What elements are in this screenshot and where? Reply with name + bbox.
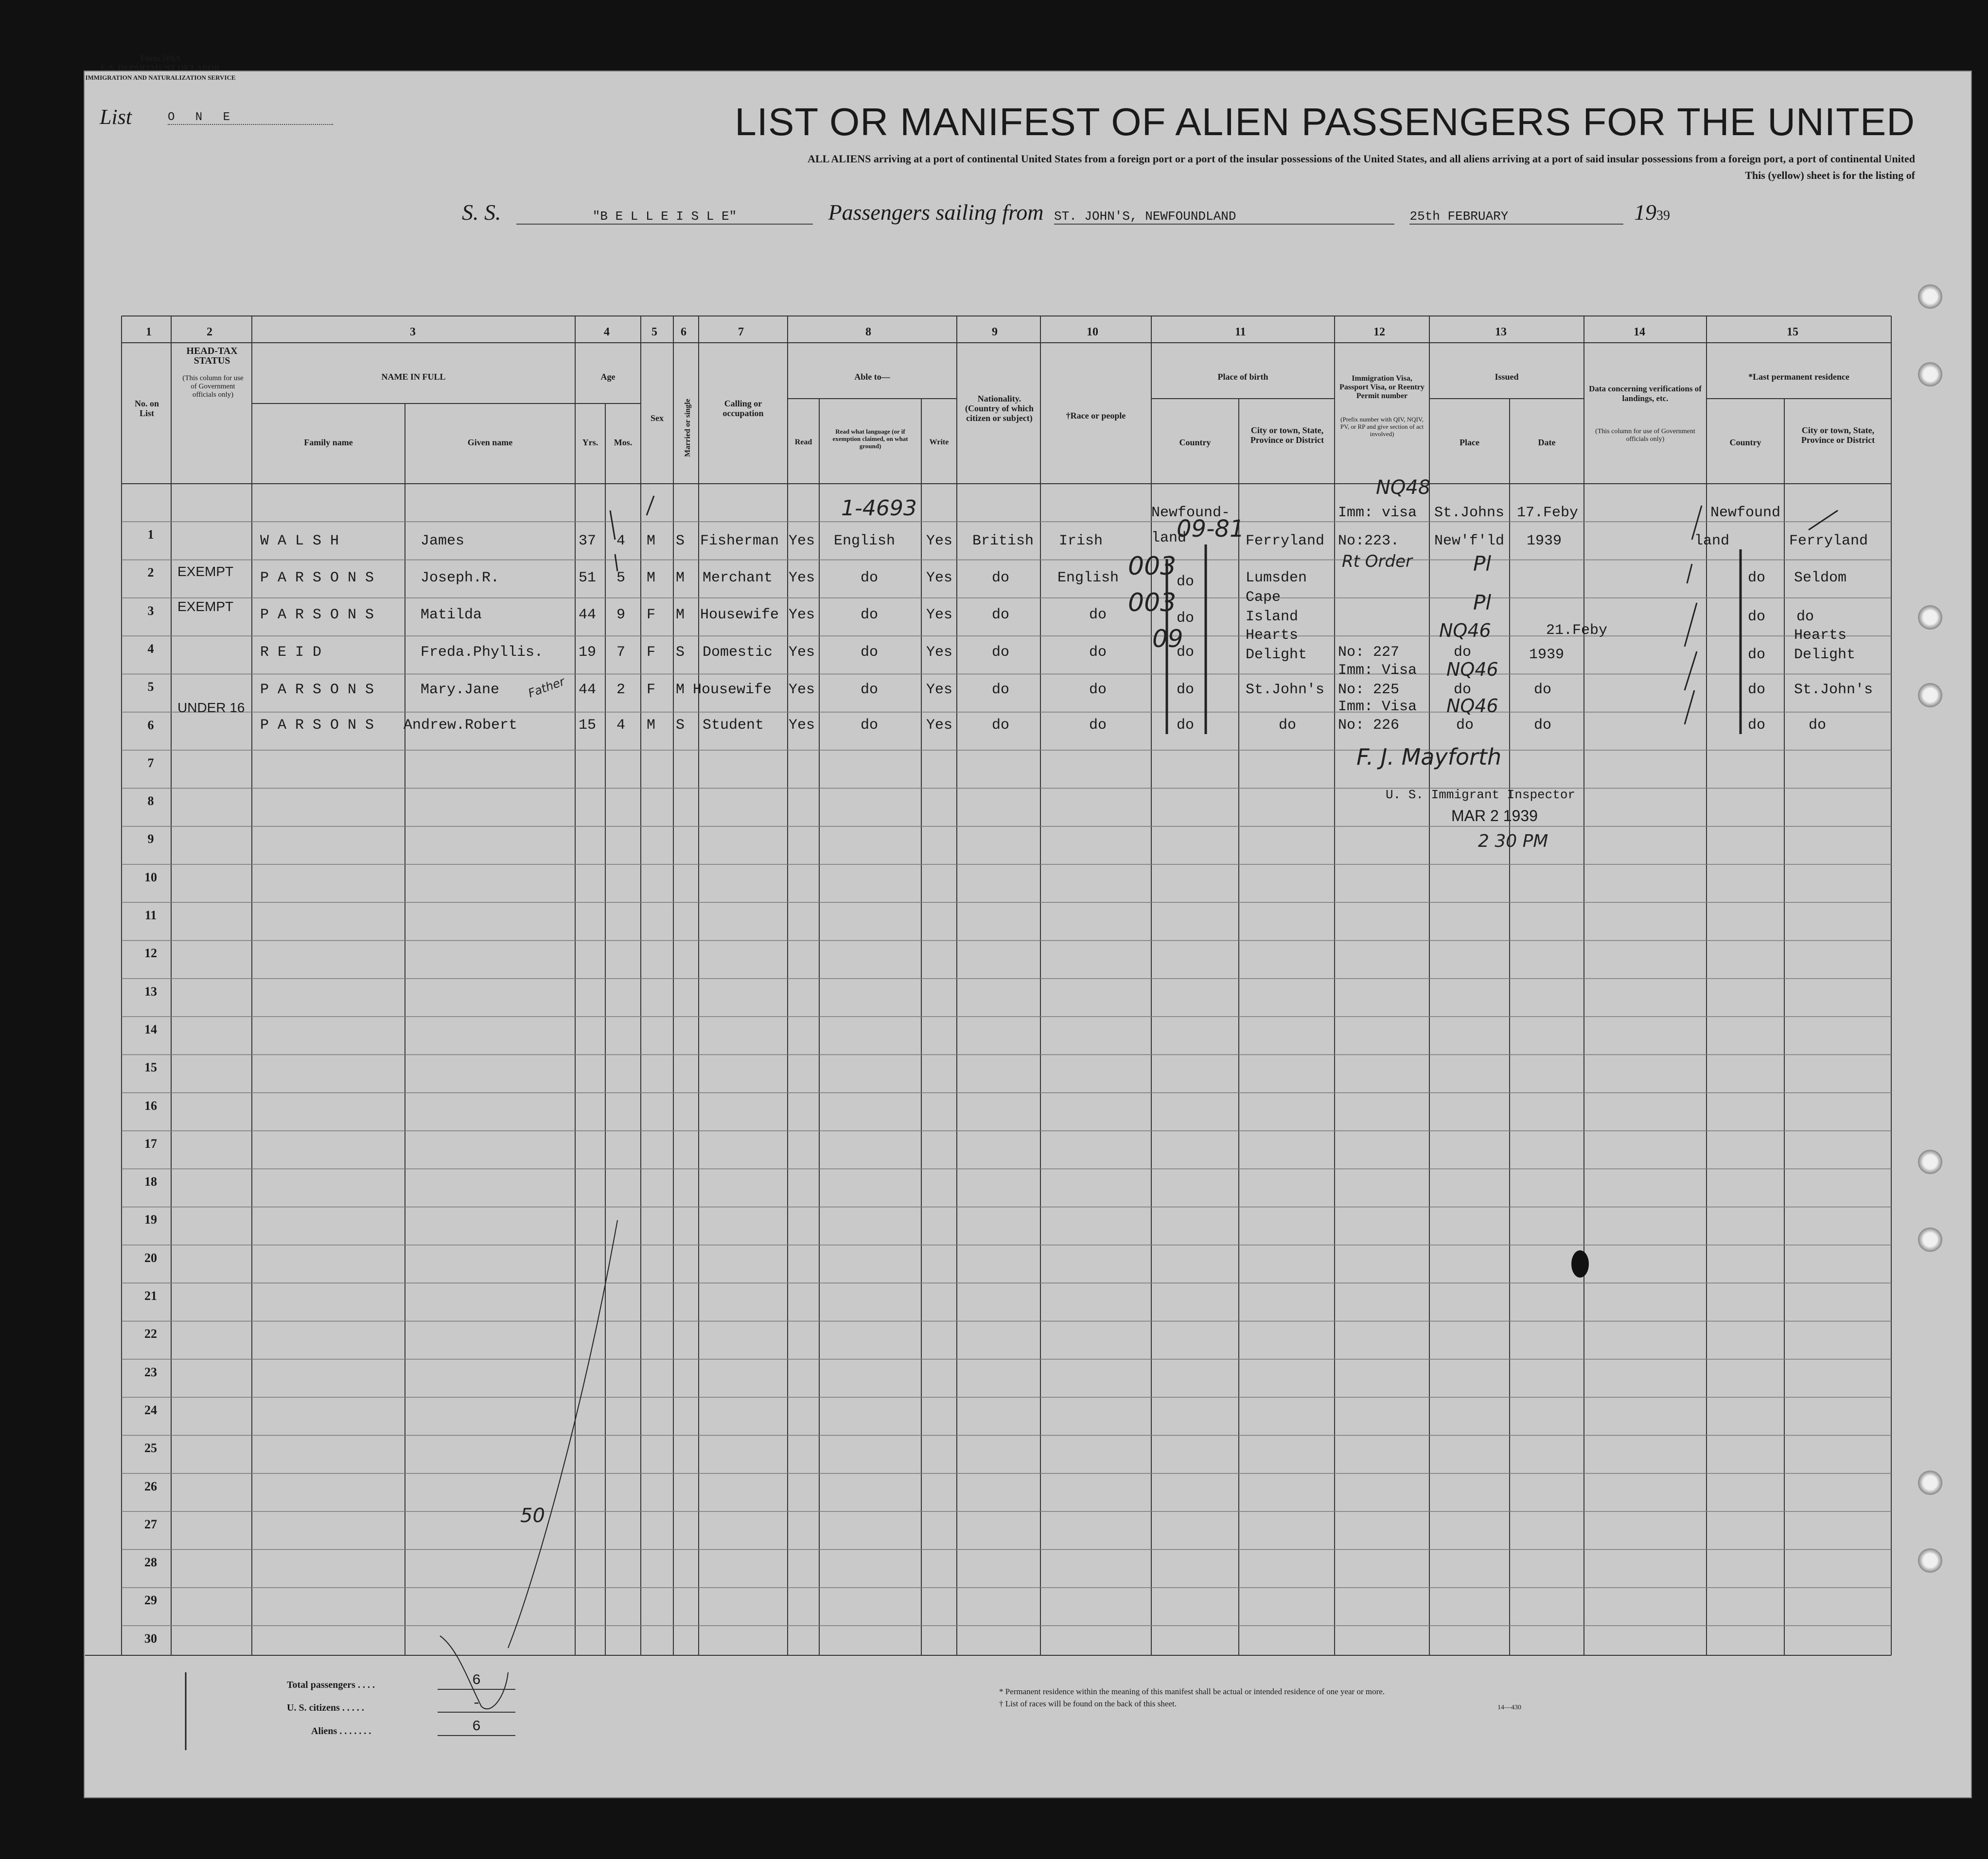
row-number: 24 bbox=[144, 1403, 157, 1417]
header-name-in-full: NAME IN FULL bbox=[381, 372, 446, 382]
given-name: Matilda bbox=[421, 607, 482, 623]
visa-number: No: 227 bbox=[1338, 644, 1400, 661]
can-write: Yes bbox=[926, 533, 953, 549]
read-language: do bbox=[861, 682, 879, 698]
row-number: 16 bbox=[144, 1098, 157, 1113]
department: U.S. DEPARTMENT OF LABOR bbox=[101, 63, 220, 72]
row-number: 7 bbox=[147, 755, 154, 770]
place-note: Pl bbox=[1473, 552, 1491, 576]
age-months: 4 bbox=[616, 717, 626, 734]
family-name: R E I D bbox=[260, 644, 322, 661]
can-write: Yes bbox=[926, 607, 953, 623]
margin-count: 50 bbox=[520, 1505, 545, 1527]
occupation: Merchant bbox=[703, 570, 773, 586]
residence-country: do bbox=[1748, 682, 1766, 698]
sex: M bbox=[647, 570, 656, 586]
family-name: P A R S O N S bbox=[260, 607, 374, 623]
row-number: 6 bbox=[147, 718, 154, 732]
residence-city: Seldom bbox=[1794, 570, 1847, 586]
col-number: 14 bbox=[1634, 326, 1645, 338]
row-number: 8 bbox=[147, 794, 154, 808]
visa-label: Imm: Visa bbox=[1338, 699, 1417, 715]
age-months: 4 bbox=[616, 533, 626, 549]
col-number: 11 bbox=[1235, 326, 1246, 338]
sex: F bbox=[647, 607, 656, 623]
nationality: British bbox=[972, 533, 1034, 549]
row-number: 18 bbox=[144, 1175, 157, 1189]
col-number: 6 bbox=[681, 326, 686, 338]
col-number: 13 bbox=[1495, 326, 1507, 338]
col-number: 2 bbox=[207, 326, 212, 338]
given-name: Andrew.Robert bbox=[404, 717, 518, 734]
nationality: do bbox=[992, 717, 1010, 734]
issued-place: do bbox=[1456, 717, 1474, 734]
age-months: 9 bbox=[616, 607, 626, 623]
can-read: Yes bbox=[789, 644, 815, 661]
birth-city: do bbox=[1279, 717, 1297, 734]
residence-country: do bbox=[1748, 717, 1766, 734]
us-citizens-label: U. S. citizens . . . . . bbox=[287, 1702, 364, 1713]
header-read-language: Read what language (or if exemption claimed, on what ground) bbox=[832, 428, 908, 450]
issued-date-prefix: 21.Feby bbox=[1546, 622, 1608, 639]
birth-country: do bbox=[1177, 574, 1195, 590]
inspector-signature: F. J. Mayforth bbox=[1356, 744, 1502, 770]
age-years: 44 bbox=[579, 682, 597, 698]
birth-city: St.John's bbox=[1246, 682, 1325, 698]
age-years: 44 bbox=[579, 607, 597, 623]
residence-country: Newfound bbox=[1710, 505, 1781, 521]
family-name: P A R S O N S bbox=[260, 717, 374, 734]
age-years: 19 bbox=[579, 644, 597, 661]
language-code-note: 1-4693 bbox=[841, 496, 917, 521]
occupation: Fisherman bbox=[700, 533, 779, 549]
row-number: 26 bbox=[144, 1479, 157, 1493]
sex: M bbox=[647, 717, 656, 734]
birth-country: do bbox=[1177, 682, 1195, 698]
read-language: English bbox=[834, 533, 896, 549]
header-sex: Sex bbox=[651, 413, 664, 423]
sailing-label: Passengers sailing from bbox=[828, 200, 1044, 225]
family-name: P A R S O N S bbox=[260, 682, 374, 698]
sailing-date: 25th FEBRUARY bbox=[1409, 209, 1623, 225]
header-write: Write bbox=[929, 438, 949, 446]
header-given-name: Given name bbox=[467, 438, 513, 447]
header-visa: Immigration Visa, Passport Visa, or Reentry Permit number bbox=[1339, 374, 1425, 400]
row-number: 15 bbox=[144, 1060, 157, 1075]
header-family-name: Family name bbox=[304, 438, 353, 447]
row-number: 17 bbox=[144, 1136, 157, 1151]
marital-status: S bbox=[676, 644, 685, 661]
row-number: 13 bbox=[144, 984, 157, 999]
ss-label: S. S. bbox=[462, 200, 501, 225]
can-write: Yes bbox=[926, 644, 953, 661]
occupation: Housewife bbox=[700, 607, 779, 623]
header-calling: Calling or occupation bbox=[722, 399, 764, 418]
can-write: Yes bbox=[926, 717, 953, 734]
issued-place: do bbox=[1454, 644, 1472, 661]
race: Irish bbox=[1059, 533, 1103, 549]
nq-note: NQ46 bbox=[1446, 659, 1498, 680]
row-number: 2 bbox=[147, 565, 154, 580]
marital-status: S bbox=[676, 533, 685, 549]
form-number: Form 500A bbox=[140, 53, 181, 63]
row-number: 10 bbox=[144, 870, 157, 884]
col-number: 10 bbox=[1087, 326, 1098, 338]
header-mos: Mos. bbox=[614, 438, 633, 447]
issued-date-cont: 1939 bbox=[1527, 533, 1562, 549]
code-note: 09 bbox=[1152, 625, 1183, 653]
total-passengers-value: 6 bbox=[438, 1672, 515, 1690]
header-residence-city: City or town, State, Province or District bbox=[1801, 425, 1875, 445]
header-place-of-birth: Place of birth bbox=[1217, 372, 1268, 382]
stamp-time: 2 30 PM bbox=[1478, 831, 1548, 851]
can-read: Yes bbox=[789, 682, 815, 698]
header-race: †Race or people bbox=[1066, 411, 1126, 421]
row-number: 1 bbox=[147, 527, 154, 542]
nationality: do bbox=[992, 682, 1010, 698]
col-number: 7 bbox=[738, 326, 744, 338]
col-number: 3 bbox=[410, 326, 416, 338]
header-head-tax-note: (This column for use of Government officials only) bbox=[182, 374, 244, 399]
row-number: 9 bbox=[147, 832, 154, 846]
race: do bbox=[1089, 682, 1107, 698]
us-citizens-value: - bbox=[438, 1695, 515, 1713]
residence-city: do bbox=[1796, 609, 1814, 625]
subtitle-line2: This (yellow) sheet is for the listing of bbox=[1745, 169, 1915, 181]
marital-status: M bbox=[676, 607, 685, 623]
aliens-label: Aliens . . . . . . . bbox=[311, 1726, 371, 1736]
head-tax-status: UNDER 16 bbox=[177, 700, 245, 715]
list-label: List bbox=[100, 105, 132, 129]
read-language: do bbox=[861, 644, 879, 661]
year-prefix: 19 bbox=[1634, 200, 1656, 225]
row-number: 21 bbox=[144, 1289, 157, 1303]
header-issued-place: Place bbox=[1460, 438, 1479, 447]
row-number: 23 bbox=[144, 1365, 157, 1379]
inspector-title: U. S. Immigrant Inspector bbox=[1386, 788, 1576, 802]
issued-date: do bbox=[1534, 682, 1552, 698]
residence-country: do bbox=[1748, 570, 1766, 586]
residence-city-prefix: Hearts bbox=[1794, 627, 1847, 644]
header-read: Read bbox=[794, 438, 812, 446]
read-language: do bbox=[861, 570, 879, 586]
given-name: Joseph.R. bbox=[421, 570, 500, 586]
col-number: 5 bbox=[651, 326, 657, 338]
header-married: Married or single bbox=[684, 399, 692, 457]
row-number: 30 bbox=[144, 1631, 157, 1646]
age-months: 2 bbox=[616, 682, 626, 698]
birth-country-cont: land bbox=[1151, 530, 1187, 546]
age-years: 51 bbox=[579, 570, 597, 586]
races-footnote: † List of races will be found on the back of this sheet. bbox=[999, 1699, 1177, 1708]
visa-number: No: 226 bbox=[1338, 717, 1400, 734]
col-number: 15 bbox=[1787, 326, 1798, 338]
residence-country: do bbox=[1748, 647, 1766, 663]
row-number: 22 bbox=[144, 1327, 157, 1341]
given-name: James bbox=[421, 533, 465, 549]
issued-date: 17.Feby bbox=[1517, 505, 1579, 521]
birth-code-note: 09-81 bbox=[1177, 515, 1245, 543]
can-read: Yes bbox=[789, 717, 815, 734]
race: do bbox=[1089, 717, 1107, 734]
row-number: 11 bbox=[144, 908, 157, 922]
row-number: 29 bbox=[144, 1593, 157, 1608]
stamp-date: MAR 2 1939 bbox=[1451, 807, 1538, 824]
header-last-residence: *Last permanent residence bbox=[1748, 372, 1849, 382]
row-number: 25 bbox=[144, 1441, 157, 1456]
list-value: O N E bbox=[168, 111, 333, 125]
issued-place: do bbox=[1454, 682, 1472, 698]
birth-city-prefix: Cape bbox=[1246, 589, 1281, 606]
issued-date: 1939 bbox=[1529, 647, 1565, 663]
residence-country: do bbox=[1748, 609, 1766, 625]
sex: F bbox=[647, 682, 656, 698]
race: do bbox=[1089, 607, 1107, 623]
header-issued-date: Date bbox=[1538, 438, 1556, 447]
relation-note: Father bbox=[526, 674, 567, 701]
sex: M bbox=[647, 533, 656, 549]
birth-city-prefix: Hearts bbox=[1246, 627, 1299, 644]
birth-country: do bbox=[1177, 644, 1195, 661]
residence-city: Ferryland bbox=[1789, 533, 1868, 549]
ship-name: "B E L L E I S L E" bbox=[516, 209, 813, 225]
nq-note: NQ46 bbox=[1446, 695, 1498, 717]
code-note: 003 bbox=[1128, 588, 1177, 617]
header-verifications-note: (This column for use of Government officials only) bbox=[1595, 428, 1695, 443]
year-suffix: 39 bbox=[1656, 208, 1670, 223]
visa-label: Imm: Visa bbox=[1338, 662, 1417, 679]
can-read: Yes bbox=[789, 607, 815, 623]
issued-place-cont: New'f'ld bbox=[1434, 533, 1505, 549]
race: English bbox=[1057, 570, 1119, 586]
service: IMMIGRATION AND NATURALIZATION SERVICE bbox=[85, 74, 236, 81]
residence-country-cont: land bbox=[1694, 533, 1730, 549]
birth-city: Lumsden bbox=[1246, 570, 1307, 586]
residence-city: Delight bbox=[1794, 647, 1856, 663]
can-read: Yes bbox=[789, 533, 815, 549]
total-passengers-label: Total passengers . . . . bbox=[287, 1680, 375, 1690]
row-number: 3 bbox=[147, 603, 154, 618]
code-note: 003 bbox=[1128, 552, 1177, 581]
col-number: 1 bbox=[146, 326, 152, 338]
marital-status: M bbox=[676, 570, 685, 586]
visa-number: No: 225 bbox=[1338, 682, 1400, 698]
can-write: Yes bbox=[926, 570, 953, 586]
aliens-value: 6 bbox=[438, 1719, 515, 1736]
occupation: Student bbox=[703, 717, 764, 734]
page-title: LIST OR MANIFEST OF ALIEN PASSENGERS FOR THE UNITED bbox=[735, 100, 1915, 143]
age-months: 7 bbox=[616, 644, 626, 661]
age-years: 15 bbox=[579, 717, 597, 734]
print-code: 14—430 bbox=[1497, 1704, 1521, 1711]
place-note: Pl bbox=[1473, 591, 1491, 614]
header-nationality: Nationality. (Country of which citizen or subject) bbox=[965, 394, 1034, 423]
row-number: 14 bbox=[144, 1022, 157, 1036]
port-name: ST. JOHN'S, NEWFOUNDLAND bbox=[1054, 209, 1394, 225]
issued-place: St.Johns bbox=[1434, 505, 1505, 521]
age-months: 5 bbox=[616, 570, 626, 586]
col-number: 8 bbox=[865, 326, 871, 338]
row-number: 19 bbox=[144, 1212, 157, 1227]
birth-country: Newfound- bbox=[1151, 505, 1231, 521]
sex: F bbox=[647, 644, 656, 661]
visa-note: Rt Order bbox=[1342, 552, 1412, 571]
birth-city: Delight bbox=[1246, 647, 1307, 663]
subtitle-line1: ALL ALIENS arriving at a port of continental United States from a foreign port or a port of the insular possessions of the United States, and all aliens arriving at a port of said insular possessions from a foreign port, a port of continental United bbox=[808, 153, 1915, 165]
birth-country: do bbox=[1177, 610, 1195, 627]
header-verifications: Data concerning verifications of landings, etc. bbox=[1589, 384, 1702, 403]
family-name: W A L S H bbox=[260, 533, 339, 549]
occupation: Domestic bbox=[703, 644, 773, 661]
row-number: 27 bbox=[144, 1517, 157, 1531]
row-number: 4 bbox=[147, 641, 154, 656]
header-able-to: Able to— bbox=[854, 372, 890, 382]
read-language: do bbox=[861, 717, 879, 734]
nationality: do bbox=[992, 570, 1010, 586]
age-years: 37 bbox=[579, 533, 597, 549]
given-name: Mary.Jane bbox=[421, 682, 500, 698]
family-name: P A R S O N S bbox=[260, 570, 374, 586]
header-no-on-list: No. on List bbox=[134, 399, 159, 418]
read-language: do bbox=[861, 607, 879, 623]
residence-city: St.John's bbox=[1794, 682, 1873, 698]
col-number: 9 bbox=[992, 326, 998, 338]
can-read: Yes bbox=[789, 570, 815, 586]
header-yrs: Yrs. bbox=[582, 438, 598, 447]
col-number: 4 bbox=[604, 326, 610, 338]
issued-date: do bbox=[1534, 717, 1552, 734]
header-age: Age bbox=[600, 372, 616, 382]
header-issued: Issued bbox=[1495, 372, 1519, 382]
can-write: Yes bbox=[926, 682, 953, 698]
residence-city: do bbox=[1809, 717, 1827, 734]
birth-country: do bbox=[1177, 717, 1195, 734]
nationality: do bbox=[992, 607, 1010, 623]
residence-footnote: * Permanent residence within the meaning of this manifest shall be actual or intended residence of one year or more. bbox=[999, 1687, 1385, 1696]
visa-number-cont: No:223. bbox=[1338, 533, 1400, 549]
header-birth-country: Country bbox=[1179, 438, 1211, 447]
marital-status: M bbox=[676, 682, 685, 698]
birth-city: Island bbox=[1246, 609, 1299, 625]
row-number: 20 bbox=[144, 1250, 157, 1265]
birth-city: Ferryland bbox=[1246, 533, 1325, 549]
head-tax-status: EXEMPT bbox=[177, 599, 234, 614]
head-tax-status: EXEMPT bbox=[177, 564, 234, 579]
header-birth-city: City or town, State, Province or District bbox=[1250, 425, 1324, 445]
nationality: do bbox=[992, 644, 1010, 661]
header-residence-country: Country bbox=[1729, 438, 1761, 447]
nq-note: NQ48 bbox=[1376, 476, 1431, 499]
header-visa-note: (Prefix number with QIV, NQIV, PV, or RP and give section of act involved) bbox=[1340, 416, 1424, 438]
nq-note: NQ46 bbox=[1439, 620, 1491, 641]
row-number: 28 bbox=[144, 1555, 157, 1570]
row-number: 5 bbox=[147, 680, 154, 694]
race: do bbox=[1089, 644, 1107, 661]
header-head-tax: HEAD-TAX STATUS bbox=[186, 346, 238, 366]
occupation: Housewife bbox=[693, 682, 772, 698]
visa-number: Imm: visa bbox=[1338, 505, 1417, 521]
given-name: Freda.Phyllis. bbox=[421, 644, 544, 661]
marital-status: S bbox=[676, 717, 685, 734]
col-number: 12 bbox=[1373, 326, 1385, 338]
row-number: 12 bbox=[144, 946, 157, 961]
